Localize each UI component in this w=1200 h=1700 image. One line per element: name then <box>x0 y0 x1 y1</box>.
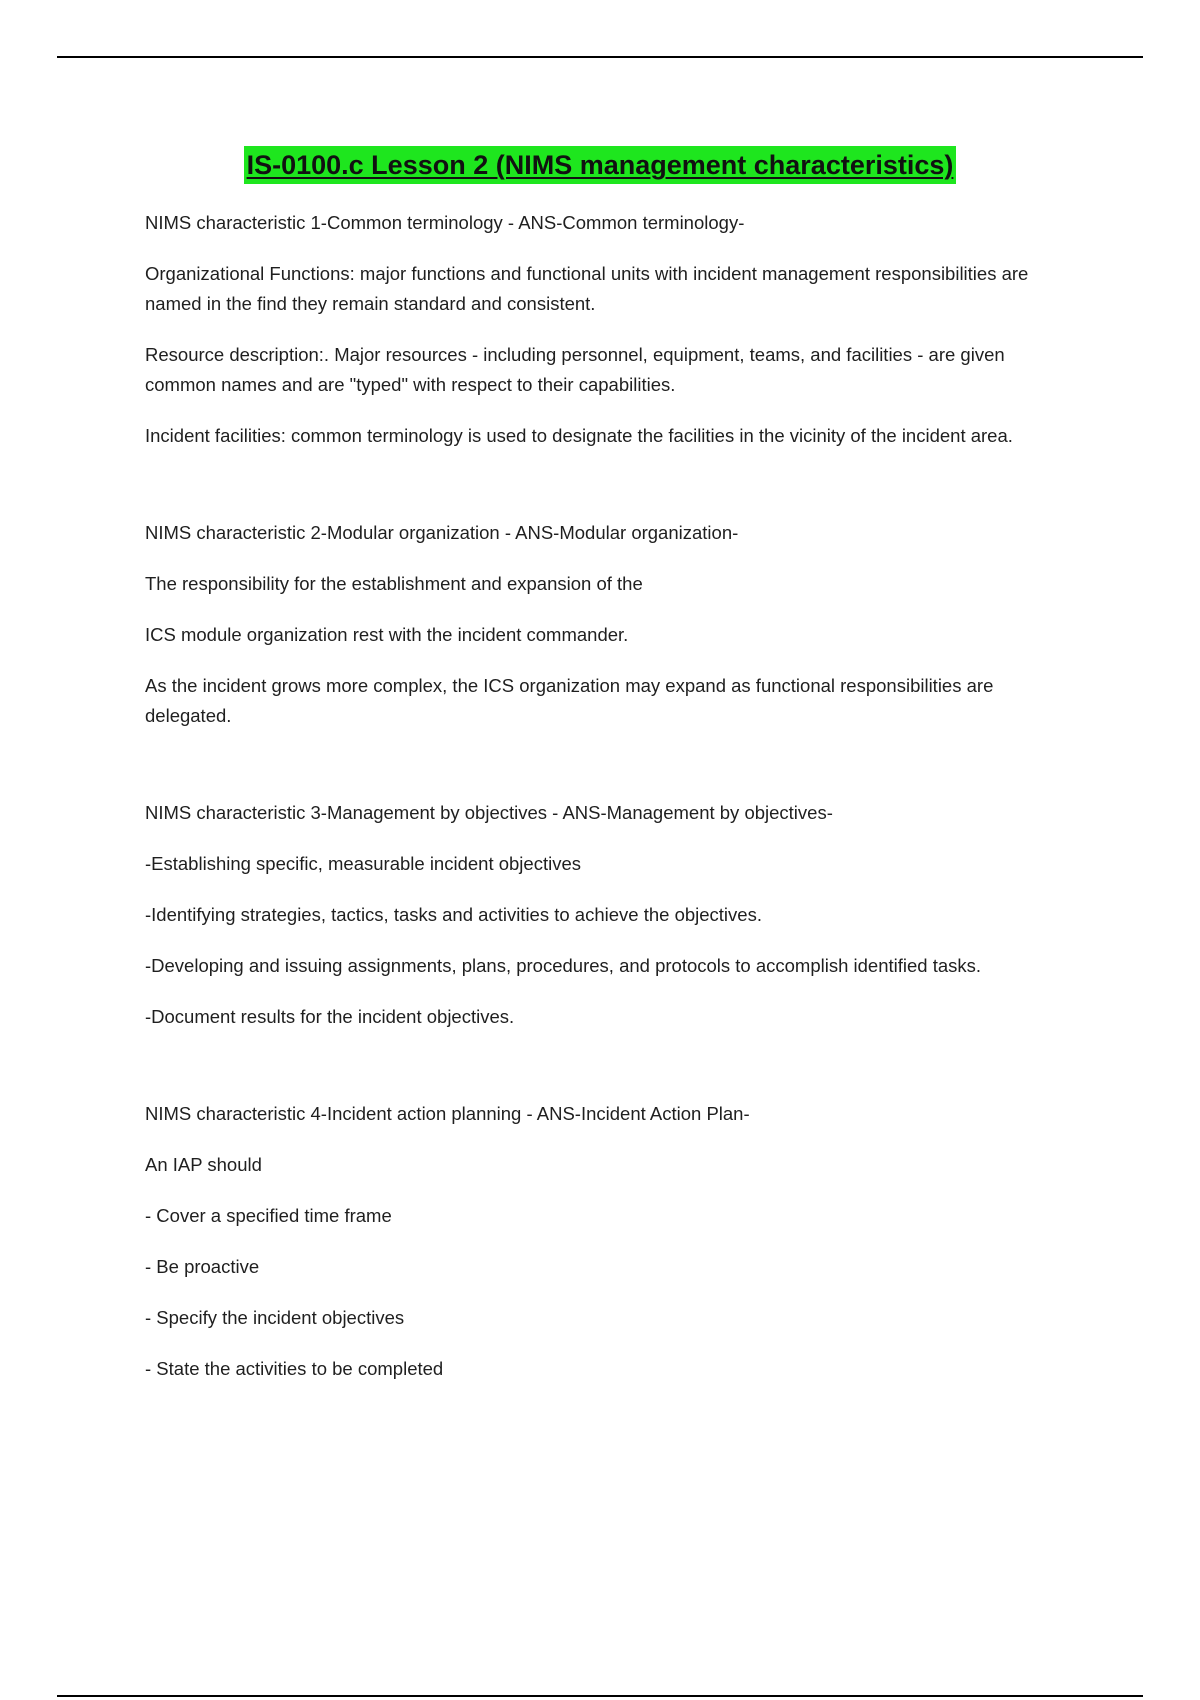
section-1-paragraph: Incident facilities: common terminology is used to designate the facilities in the vicinity of the incident area. <box>145 425 1013 446</box>
section-3-paragraph: -Developing and issuing assignments, plans, procedures, and protocols to accomplish identified tasks. <box>145 955 982 976</box>
document-body <box>145 208 1080 1405</box>
section-1-heading: NIMS characteristic 1-Common terminology - ANS-Common terminology- <box>145 212 745 233</box>
section-2-heading: NIMS characteristic 2-Modular organization - ANS-Modular organization- <box>145 522 739 543</box>
section-3-paragraph: -Establishing specific, measurable incident objectives <box>145 853 581 874</box>
section-1-paragraph: Organizational Functions: major functions and functional units with incident management responsibilities are named in the find they remain standard and consistent. <box>145 263 1029 314</box>
section-2-paragraph: As the incident grows more complex, the ICS organization may expand as functional responsibilities are delegated. <box>145 675 994 726</box>
section-1-paragraph: Resource description:. Major resources - including personnel, equipment, teams, and facilities - are given common names and are "typed" with respect to their capabilities. <box>145 344 1005 395</box>
section-4-paragraph: An IAP should <box>145 1154 262 1175</box>
section-4-list-item: - Cover a specified time frame <box>145 1205 392 1226</box>
section-2-paragraph: The responsibility for the establishment and expansion of the <box>145 573 643 594</box>
section-3-paragraph: -Identifying strategies, tactics, tasks and activities to achieve the objectives. <box>145 904 762 925</box>
document-title: IS-0100.c Lesson 2 (NIMS management characteristics) <box>244 146 957 184</box>
section-2-paragraph: ICS module organization rest with the incident commander. <box>145 624 629 645</box>
section-3-paragraph: -Document results for the incident objectives. <box>145 1006 515 1027</box>
section-4-list-item: - Specify the incident objectives <box>145 1307 405 1328</box>
section-4-list-item: - Be proactive <box>145 1256 260 1277</box>
section-4-heading: NIMS characteristic 4-Incident action planning - ANS-Incident Action Plan- <box>145 1103 750 1124</box>
bottom-rule <box>57 1695 1143 1697</box>
section-4-list-item: - State the activities to be completed <box>145 1358 444 1379</box>
top-rule <box>57 56 1143 58</box>
title-container <box>0 146 1200 184</box>
section-3-heading: NIMS characteristic 3-Management by objectives - ANS-Management by objectives- <box>145 802 833 823</box>
